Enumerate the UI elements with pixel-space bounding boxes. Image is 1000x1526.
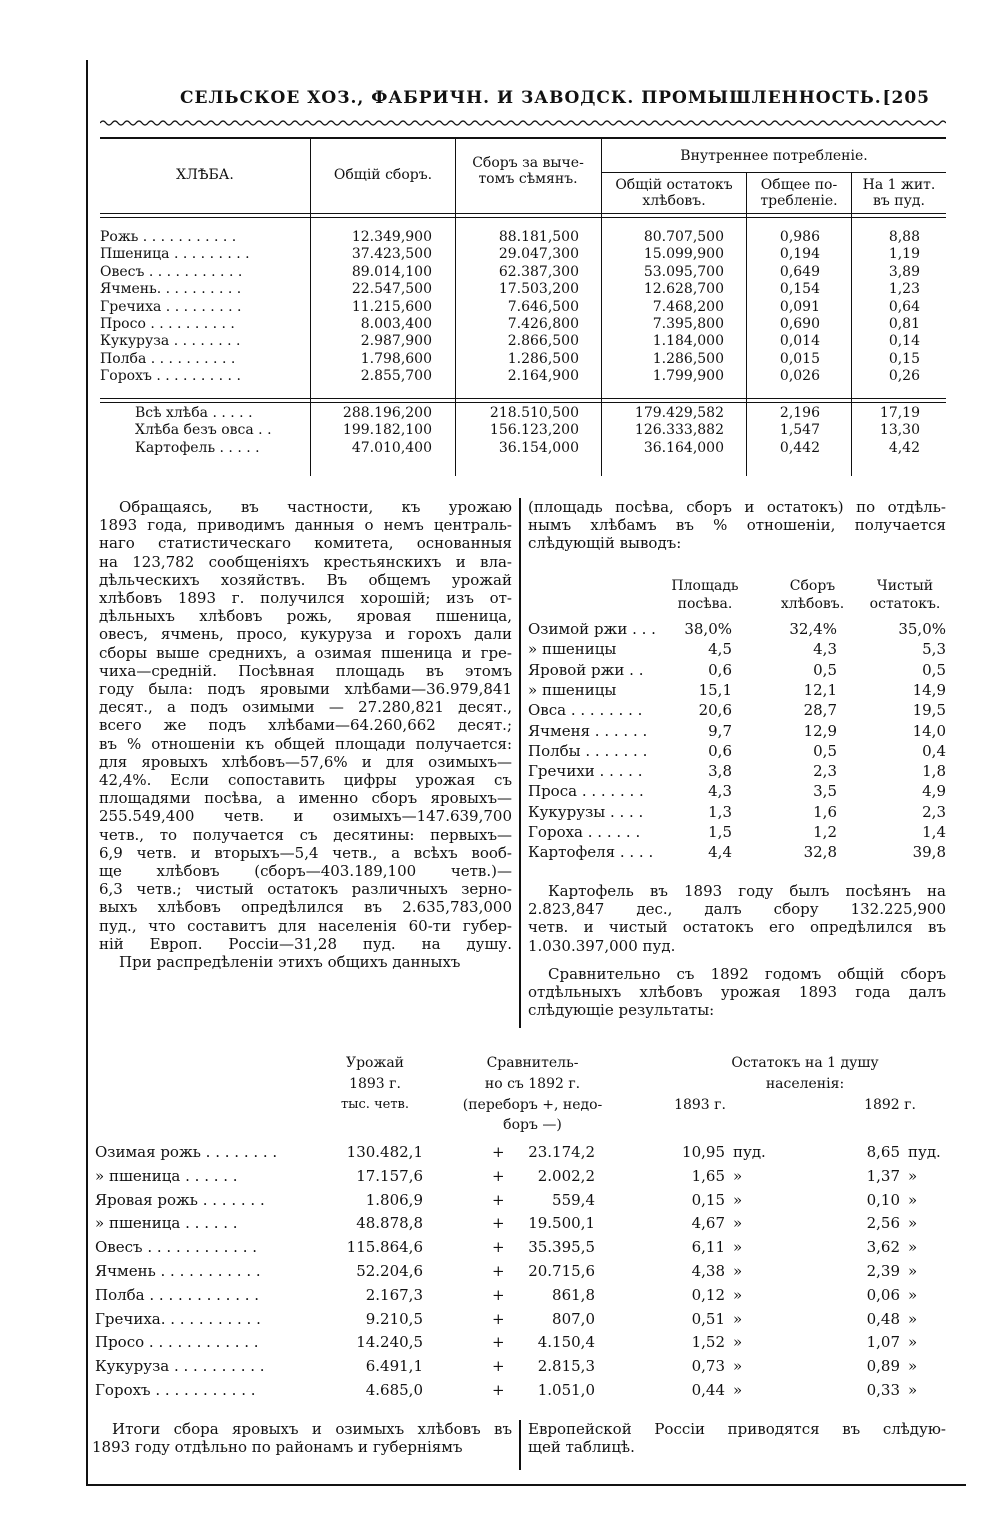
t2-rem-1892: 2,39 — [866, 1262, 900, 1280]
t2-row-label: Горохъ . . . . . . . . . . . — [95, 1381, 256, 1399]
text-line: щей таблицѣ. — [528, 1438, 635, 1457]
pct-row-label: Полбы . . . . . . . — [528, 741, 648, 760]
text-line: 1.030.397,000 пуд. — [528, 936, 676, 955]
cell-total: 2.987,900 — [360, 333, 432, 350]
col-header-per-capita-1: На 1 жит. — [862, 177, 936, 193]
t2-sign: + — [492, 1143, 505, 1161]
pct-net: 2,3 — [922, 802, 946, 821]
text-line: чиха—средній. Посѣвная площадь въ этомъ — [99, 661, 512, 680]
text-line: нымъ хлѣбамъ въ % отношеніи, получается — [528, 516, 946, 535]
pct-row-label: Картофеля . . . . — [528, 843, 654, 862]
cell-consumption: 0,986 — [779, 229, 820, 245]
pct-header-harvest-2: хлѣбовъ. — [780, 596, 845, 612]
t2-compare: 1.051,0 — [537, 1381, 595, 1399]
t2-header-cmp-3: (переборъ +, недо- — [462, 1097, 603, 1113]
bottom-right-text — [528, 1420, 946, 1456]
cell-per-capita: 0,15 — [888, 350, 920, 367]
t2-sign: + — [492, 1166, 505, 1185]
t2-compare: 2.002,2 — [537, 1166, 595, 1185]
t2-unit-1893: » — [733, 1238, 743, 1257]
t2-rem-1893: 0,73 — [691, 1357, 725, 1376]
row-label: Кукуруза . . . . . . . . — [100, 333, 241, 350]
cell-consumption: 1,547 — [779, 422, 820, 439]
text-line: 1893 года, приводимъ данныя о немъ централь- — [99, 516, 512, 535]
t2-unit-1893: » — [733, 1214, 743, 1233]
running-header — [150, 88, 930, 116]
pct-harvest: 3,5 — [813, 782, 837, 801]
table1-top-rule — [100, 137, 946, 139]
t2-rem-1893: 0,51 — [691, 1309, 725, 1328]
pct-area: 0,6 — [708, 741, 732, 760]
pct-header-net-1: Чистый — [876, 578, 934, 594]
t2-header-rem-1: Остатокъ на 1 душу — [731, 1055, 879, 1071]
cell-net: 7.646,500 — [507, 298, 579, 315]
pct-net: 35,0% — [898, 620, 946, 638]
cell-per-capita: 0,81 — [888, 316, 920, 332]
pct-net: 14,0 — [912, 721, 946, 740]
text-line: году была: подъ яровыми хлѣбами—36.979,841 — [99, 680, 512, 699]
text-line: четв. и чистый остатокъ его опредѣлился въ — [528, 918, 946, 937]
pct-row-label: Гороха . . . . . . — [528, 823, 641, 841]
cell-total: 1.798,600 — [360, 350, 432, 367]
t2-sign: + — [492, 1262, 505, 1280]
t2-harvest: 6.491,1 — [365, 1357, 423, 1376]
t2-rem-1893: 0,44 — [691, 1381, 725, 1399]
text-line: наго статистическаго комитета, основанныя — [99, 534, 512, 553]
cell-per-capita: 0,26 — [888, 368, 920, 385]
row-label: Овесъ . . . . . . . . . . . — [100, 263, 243, 280]
pct-net: 19,5 — [912, 701, 946, 720]
text-line: ній Европ. Россіи—31,28 пуд. на душу. — [99, 934, 512, 953]
text-line: въ % отношеніи къ общей площади получается: — [99, 734, 512, 753]
t2-header-cmp-2: но съ 1892 г. — [484, 1076, 581, 1092]
table1-body-rule-2 — [100, 402, 946, 403]
column-separator — [519, 498, 521, 1028]
text-line: выхъ хлѣбовъ опредѣлился въ 2.635,783,000 — [99, 898, 512, 917]
text-line: дѣльческихъ хозяйствъ. Въ общемъ урожай — [99, 570, 512, 589]
cell-remainder: 36.164,000 — [643, 439, 724, 456]
row-label: Горохъ . . . . . . . . . . — [100, 368, 241, 385]
cell-per-capita: 8,88 — [888, 229, 920, 245]
t2-sign: + — [492, 1285, 505, 1304]
text-line: Итоги сбора яровыхъ и озимыхъ хлѣбовъ въ — [112, 1420, 512, 1438]
t2-header-rem-2: населенія: — [765, 1076, 845, 1092]
pct-area: 20,6 — [698, 701, 732, 720]
t2-header-harvest-2: 1893 г. — [349, 1076, 401, 1092]
t2-rem-1892: 1,37 — [866, 1166, 900, 1185]
pct-harvest: 2,3 — [813, 762, 837, 781]
text-line: (площадь посѣва, сборъ и остатокъ) по отдѣль- — [528, 498, 946, 516]
text-line: овесъ, ячмень, просо, кукуруза и горохъ дали — [99, 625, 512, 644]
cell-total: 47.010,400 — [351, 439, 432, 456]
t2-rem-1892: 0,89 — [866, 1357, 900, 1376]
pct-harvest: 1,6 — [813, 802, 837, 821]
text-line: 6,3 четв.; чистый остатокъ различныхъ зерно- — [99, 880, 512, 899]
cell-remainder: 15.099,900 — [643, 246, 724, 263]
cell-per-capita: 1,19 — [888, 246, 920, 263]
cell-consumption: 0,015 — [779, 350, 820, 367]
t2-header-1892: 1892 г. — [864, 1097, 916, 1113]
t2-unit-1892: » — [908, 1285, 918, 1304]
t2-rem-1893: 4,67 — [691, 1214, 725, 1233]
text-line: слѣдующій выводъ: — [528, 534, 682, 553]
t2-harvest: 4.685,0 — [365, 1381, 423, 1399]
t2-unit-1892: » — [908, 1357, 918, 1376]
cell-net: 17.503,200 — [498, 281, 579, 298]
table1-body-rule — [100, 398, 946, 399]
t2-sign: + — [492, 1214, 505, 1233]
cell-total: 12.349,900 — [351, 229, 432, 245]
pct-harvest: 0,5 — [813, 660, 837, 679]
text-line: слѣдующіе результаты: — [528, 1001, 715, 1020]
pct-row-label: Овса . . . . . . . . — [528, 701, 643, 720]
t2-harvest: 130.482,1 — [346, 1143, 423, 1161]
t2-unit-1892: » — [908, 1190, 918, 1209]
pct-header-area-1: Площадь — [671, 578, 739, 594]
cell-remainder: 12.628,700 — [643, 281, 724, 298]
t2-unit-1893: » — [733, 1190, 743, 1209]
t2-row-label: Просо . . . . . . . . . . . . — [95, 1333, 259, 1352]
pct-net: 0,4 — [922, 741, 946, 760]
t2-compare: 861,8 — [552, 1285, 595, 1304]
col-header-per-capita-2: въ пуд. — [873, 193, 925, 209]
pct-net: 0,5 — [922, 660, 946, 679]
pct-row-label: Ячменя . . . . . . — [528, 721, 648, 740]
text-line: 6,9 четв. и вторыхъ—5,4 четв., а всѣхъ вооб- — [99, 843, 512, 862]
t2-rem-1892: 0,10 — [866, 1190, 900, 1209]
pct-row-label: Гречихи . . . . . — [528, 762, 643, 781]
cell-consumption: 0,026 — [779, 368, 820, 385]
cell-total: 2.855,700 — [360, 368, 432, 385]
t2-unit-1893: » — [733, 1333, 743, 1352]
table1-col-rule — [310, 138, 311, 476]
cell-remainder: 1.184,000 — [652, 333, 724, 350]
t2-rem-1892: 2,56 — [866, 1214, 900, 1233]
pct-harvest: 12,1 — [803, 680, 837, 699]
cell-consumption: 0,014 — [779, 333, 820, 350]
t2-harvest: 1.806,9 — [365, 1190, 423, 1209]
cell-remainder: 1.286,500 — [652, 350, 724, 367]
t2-rem-1893: 6,11 — [691, 1238, 725, 1257]
pct-area: 4,5 — [708, 640, 732, 659]
comparison-paragraph — [528, 965, 946, 1020]
t2-row-label: Кукуруза . . . . . . . . . . — [95, 1357, 265, 1376]
cell-per-capita: 3,89 — [888, 263, 920, 280]
col-header-net-1: Сборъ за выче- — [472, 155, 584, 171]
cell-consumption: 0,091 — [779, 298, 820, 315]
pct-area: 1,5 — [708, 823, 732, 841]
t2-unit-1893: » — [733, 1285, 743, 1304]
t2-sign: + — [492, 1238, 505, 1257]
t2-rem-1892: 0,33 — [866, 1381, 900, 1399]
t2-sign: + — [492, 1190, 505, 1209]
cell-net: 29.047,300 — [498, 246, 579, 263]
pct-row-label: Яровой ржи . . — [528, 660, 644, 679]
t2-unit-1892: » — [908, 1309, 918, 1328]
table1-header-rule — [100, 213, 946, 214]
cell-remainder: 126.333,882 — [634, 422, 724, 439]
right-column-intro — [528, 498, 946, 553]
text-line: дѣльныхъ хлѣбовъ рожь, яровая пшеница, — [99, 607, 512, 626]
cell-consumption: 0,442 — [779, 439, 820, 456]
t2-rem-1893: 0,12 — [691, 1285, 725, 1304]
t2-unit-1893: » — [733, 1309, 743, 1328]
t2-compare: 4.150,4 — [537, 1333, 595, 1352]
text-line: хлѣбовъ 1893 г. получился хорошій; изъ от- — [99, 589, 512, 608]
text-line: 2.823,847 дес., далъ сбору 132.225,900 — [528, 900, 946, 919]
cell-remainder: 80.707,500 — [643, 229, 724, 245]
t2-harvest: 48.878,8 — [356, 1214, 423, 1233]
t2-unit-1893: » — [733, 1166, 743, 1185]
t2-compare: 20.715,6 — [528, 1262, 595, 1280]
t2-unit-1893: » — [733, 1381, 743, 1399]
pct-net: 1,4 — [922, 823, 946, 841]
t2-unit-1892: пуд. — [908, 1143, 941, 1161]
t2-rem-1893: 1,65 — [691, 1166, 725, 1185]
pct-area: 38,0% — [684, 620, 732, 638]
pct-net: 4,9 — [922, 782, 946, 801]
t2-sign: + — [492, 1357, 505, 1376]
cell-total: 37.423,500 — [351, 246, 432, 263]
t2-header-harvest-1: Урожай — [345, 1055, 405, 1071]
pct-area: 0,6 — [708, 660, 732, 679]
col-header-consumption-1: Общее по- — [760, 177, 838, 193]
pct-net: 14,9 — [912, 680, 946, 699]
cell-consumption: 0,649 — [779, 263, 820, 280]
row-label: Полба . . . . . . . . . . — [100, 350, 236, 367]
t2-sign: + — [492, 1309, 505, 1328]
cell-net: 2.866,500 — [507, 333, 579, 350]
text-line: десят., а подъ озимыми — 27.280,821 десят., — [99, 698, 512, 717]
pct-net: 5,3 — [922, 640, 946, 659]
t2-header-cmp-1: Сравнитель- — [486, 1055, 579, 1071]
cell-remainder: 1.799,900 — [652, 368, 724, 385]
table1-header-rule-2 — [100, 217, 946, 218]
bottom-left-text — [92, 1420, 512, 1456]
text-line: на 123,782 сообщеніяхъ крестьянскихъ и вла- — [99, 552, 512, 571]
t2-unit-1892: » — [908, 1166, 918, 1185]
text-line: 42,4%. Если сопоставить цифры урожая съ — [99, 771, 512, 790]
t2-rem-1892: 8,65 — [866, 1143, 900, 1161]
t2-rem-1893: 1,52 — [691, 1333, 725, 1352]
pct-area: 3,8 — [708, 762, 732, 781]
t2-header-harvest-3: тыс. четв. — [340, 1097, 409, 1112]
t2-row-label: Ячмень . . . . . . . . . . . — [95, 1262, 261, 1280]
cell-per-capita: 0,64 — [888, 298, 920, 315]
col-header-total: Общій сборъ. — [333, 167, 433, 183]
t2-unit-1892: » — [908, 1214, 918, 1233]
pct-area: 9,7 — [708, 721, 732, 740]
row-label: Гречиха . . . . . . . . . — [100, 298, 242, 315]
cell-total: 22.547,500 — [351, 281, 432, 298]
t2-rem-1893: 0,15 — [691, 1190, 725, 1209]
text-line: Сравнительно съ 1892 годомъ общій сборъ — [548, 965, 946, 983]
pct-harvest: 12,9 — [803, 721, 837, 740]
t2-row-label: Яровая рожь . . . . . . . — [95, 1190, 265, 1209]
header-title: СЕЛЬСКОЕ ХОЗ., ФАБРИЧН. И ЗАВОДСК. ПРОМЫШЛЕННОСТЬ. — [180, 88, 882, 108]
page-left-rule — [86, 60, 88, 1484]
pct-header-net-2: остатокъ. — [869, 596, 941, 612]
t2-harvest: 115.864,6 — [346, 1238, 423, 1257]
cell-net: 62.387,300 — [498, 263, 579, 280]
cell-per-capita: 17,19 — [879, 405, 920, 421]
cell-total: 199.182,100 — [342, 422, 432, 439]
pct-header-harvest-1: Сборъ — [789, 578, 836, 594]
t2-compare: 559,4 — [552, 1190, 595, 1209]
text-line: сборы выше среднихъ, а озимая пшеница и гре- — [99, 643, 512, 662]
pct-row-label: Кукурузы . . . . — [528, 802, 644, 821]
cell-net: 36.154,000 — [498, 439, 579, 456]
cell-per-capita: 0,14 — [888, 333, 920, 350]
t2-unit-1893: » — [733, 1357, 743, 1376]
cell-consumption: 0,690 — [779, 316, 820, 332]
t2-row-label: Овесъ . . . . . . . . . . . . — [95, 1238, 257, 1257]
t2-rem-1892: 0,48 — [866, 1309, 900, 1328]
t2-compare: 35.395,5 — [528, 1238, 595, 1257]
text-line: При распредѣленіи этихъ общихъ данныхъ — [119, 953, 461, 972]
bottom-column-separator — [519, 1420, 521, 1470]
cell-consumption: 0,194 — [779, 246, 820, 263]
row-label: Картофель . . . . . — [135, 439, 260, 456]
wavy-rule — [100, 118, 946, 128]
t2-sign: + — [492, 1381, 505, 1399]
pct-area: 1,3 — [708, 802, 732, 821]
pct-harvest: 32,8 — [803, 843, 837, 862]
pct-harvest: 4,3 — [813, 640, 837, 659]
t2-rem-1893: 4,38 — [691, 1262, 725, 1280]
pct-harvest: 0,5 — [813, 741, 837, 760]
pct-header-area-2: посѣва. — [677, 596, 733, 612]
t2-unit-1893: пуд. — [733, 1143, 766, 1161]
text-line: площадями посѣва, а именно сборъ яровыхъ— — [99, 789, 512, 808]
pct-net: 39,8 — [912, 843, 946, 862]
t2-row-label: » пшеница . . . . . . — [95, 1214, 238, 1233]
col-header-remainder-2: хлѣбовъ. — [642, 193, 706, 209]
col-header-consumption-2: требленіе. — [760, 193, 838, 209]
cell-per-capita: 1,23 — [888, 281, 920, 298]
text-line: пуд., что составитъ для населенія 60-ти губер- — [99, 916, 512, 935]
cell-net: 88.181,500 — [498, 229, 579, 245]
page-number: [205 — [882, 88, 930, 108]
t2-unit-1892: » — [908, 1381, 918, 1399]
t2-header-1893: 1893 г. — [674, 1097, 726, 1113]
text-line: 255.549,400 четв. и озимыхъ—147.639,700 — [99, 807, 512, 826]
cell-total: 8.003,400 — [360, 316, 432, 332]
pct-row-label: » пшеницы — [528, 640, 617, 659]
pct-row-label: » пшеницы — [528, 680, 617, 699]
t2-header-cmp-4: боръ —) — [503, 1117, 562, 1133]
cell-total: 11.215,600 — [351, 298, 432, 315]
t2-row-label: Гречиха. . . . . . . . . . . — [95, 1309, 261, 1328]
t2-rem-1892: 3,62 — [866, 1238, 900, 1257]
row-label: Всѣ хлѣба . . . . . — [135, 405, 253, 421]
t2-rem-1893: 10,95 — [682, 1143, 725, 1161]
cell-consumption: 0,154 — [779, 281, 820, 298]
t2-harvest: 14.240,5 — [356, 1333, 423, 1352]
table1-subheader-rule — [602, 172, 946, 173]
col-header-net-2: томъ сѣмянъ. — [478, 171, 578, 187]
cell-net: 7.426,800 — [507, 316, 579, 332]
row-label: Пшеница . . . . . . . . . — [100, 246, 250, 263]
row-label: Рожь . . . . . . . . . . . — [100, 229, 237, 245]
text-line: Европейской Россіи приводятся въ слѣдую- — [528, 1420, 946, 1438]
pct-area: 15,1 — [698, 680, 732, 699]
t2-row-label: » пшеница . . . . . . — [95, 1166, 238, 1185]
text-line: четв., то получается съ десятины: первыхъ— — [99, 825, 512, 844]
cell-remainder: 53.095,700 — [643, 263, 724, 280]
cell-remainder: 7.395,800 — [652, 316, 724, 332]
col-header-internal: Внутреннее потребленіе. — [680, 148, 868, 164]
cell-per-capita: 13,30 — [879, 422, 920, 439]
cell-remainder: 7.468,200 — [652, 298, 724, 315]
t2-harvest: 52.204,6 — [356, 1262, 423, 1280]
cell-remainder: 179.429,582 — [634, 405, 724, 421]
col-header-remainder-1: Общій остатокъ — [615, 177, 733, 193]
cell-net: 156.123,200 — [489, 422, 579, 439]
cell-per-capita: 4,42 — [888, 439, 920, 456]
t2-unit-1892: » — [908, 1333, 918, 1352]
col-header-grain: ХЛѢБА. — [176, 167, 234, 183]
left-column-text — [99, 498, 512, 971]
page-bottom-rule — [86, 1484, 966, 1486]
t2-compare: 2.815,3 — [537, 1357, 595, 1376]
text-line: для яровыхъ хлѣбовъ—57,6% и для озимыхъ— — [99, 752, 512, 771]
text-line: Обращаясь, въ частности, къ урожаю — [119, 498, 512, 516]
t2-row-label: Озимая рожь . . . . . . . . — [95, 1143, 278, 1161]
row-label: Просо . . . . . . . . . . — [100, 316, 235, 332]
t2-harvest: 2.167,3 — [365, 1285, 423, 1304]
t2-harvest: 17.157,6 — [356, 1166, 423, 1185]
text-line: всего же подъ хлѣбами—64.260,662 десят.; — [99, 716, 512, 735]
pct-harvest: 1,2 — [813, 823, 837, 841]
pct-row-label: Проса . . . . . . . — [528, 782, 644, 801]
text-line: 1893 году отдѣльно по районамъ и губерніямъ — [92, 1438, 463, 1457]
t2-rem-1892: 1,07 — [866, 1333, 900, 1352]
pct-area: 4,3 — [708, 782, 732, 801]
cell-net: 218.510,500 — [489, 405, 579, 421]
text-line: Картофель въ 1893 году былъ посѣянъ на — [548, 882, 946, 900]
t2-rem-1892: 0,06 — [866, 1285, 900, 1304]
t2-compare: 23.174,2 — [528, 1143, 595, 1161]
t2-row-label: Полба . . . . . . . . . . . . — [95, 1285, 260, 1304]
cell-total: 89.014,100 — [351, 263, 432, 280]
pct-harvest: 32,4% — [789, 620, 837, 638]
t2-harvest: 9.210,5 — [365, 1309, 423, 1328]
t2-compare: 19.500,1 — [528, 1214, 595, 1233]
pct-harvest: 28,7 — [803, 701, 837, 720]
pct-net: 1,8 — [922, 762, 946, 781]
t2-compare: 807,0 — [552, 1309, 595, 1328]
t2-unit-1893: » — [733, 1262, 743, 1280]
row-label: Ячмень. . . . . . . . . . — [100, 281, 242, 298]
cell-net: 1.286,500 — [507, 350, 579, 367]
t2-sign: + — [492, 1333, 505, 1352]
row-label: Хлѣба безъ овса . . — [135, 422, 272, 439]
t2-unit-1892: » — [908, 1262, 918, 1280]
cell-total: 288.196,200 — [342, 405, 432, 421]
text-line: отдѣльныхъ хлѣбовъ урожая 1893 года далъ — [528, 983, 946, 1002]
pct-area: 4,4 — [708, 843, 732, 862]
pct-row-label: Озимой ржи . . . — [528, 620, 656, 638]
cell-net: 2.164,900 — [507, 368, 579, 385]
text-line: ще хлѣбовъ (сборъ—403.189,100 четв.)— — [99, 862, 512, 881]
cell-consumption: 2,196 — [779, 405, 820, 421]
potato-paragraph — [528, 882, 946, 955]
t2-unit-1892: » — [908, 1238, 918, 1257]
